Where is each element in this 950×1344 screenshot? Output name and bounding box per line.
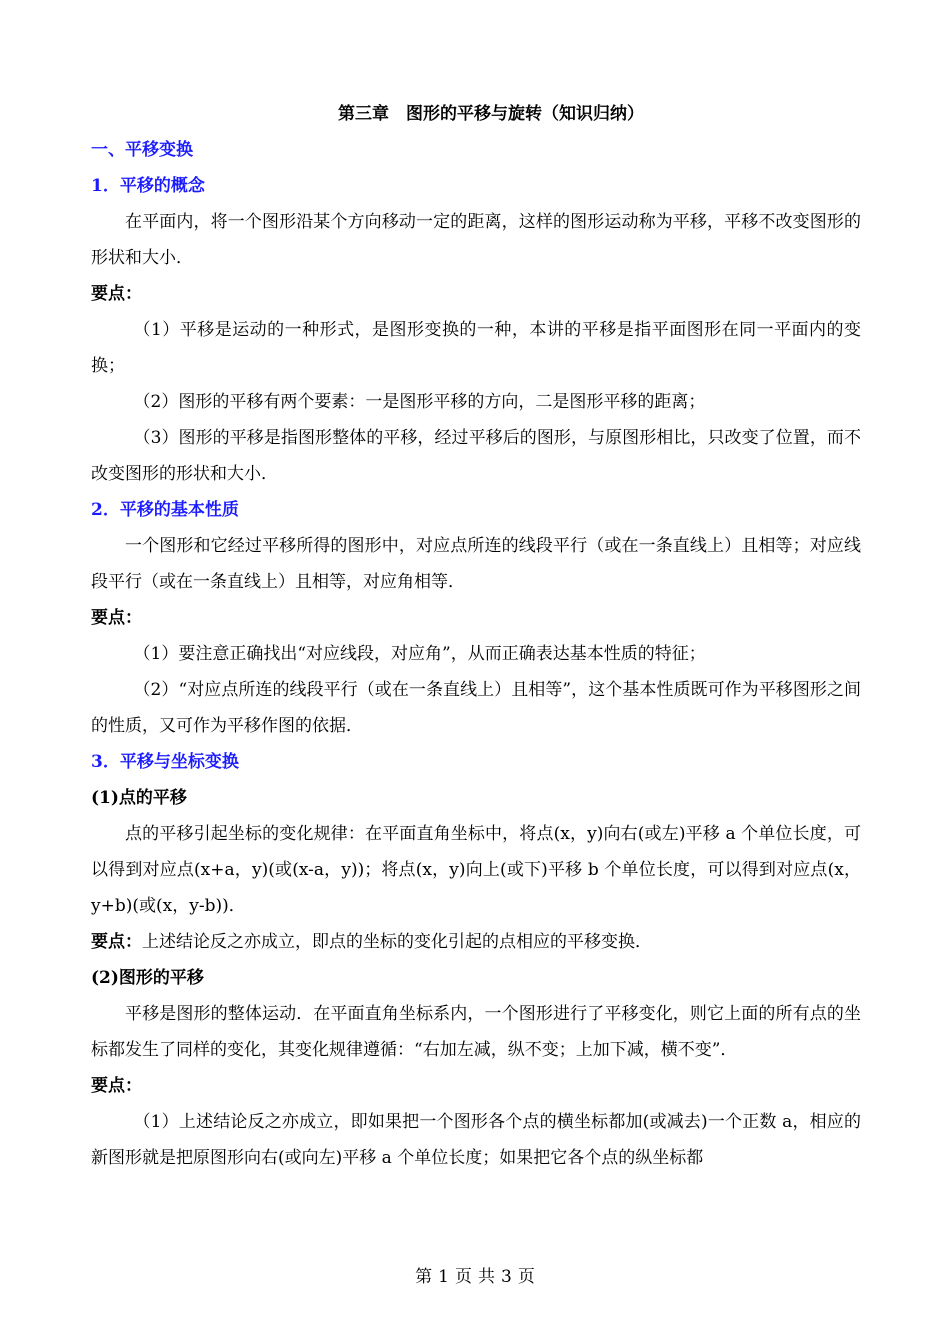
- document-title: 第三章 图形的平移与旋转（知识归纳）: [338, 104, 644, 124]
- footer-page-number: 1: [438, 1267, 449, 1287]
- paragraph-translation-properties: 一个图形和它经过平移所得的图形中，对应点所连的线段平行（或在一条直线上）且相等；对应线段平行（或在一条直线上）且相等，对应角相等．: [91, 536, 861, 592]
- part-heading-figure-translation: (2)图形的平移: [91, 968, 204, 988]
- paragraph-translation-concept: 在平面内，将一个图形沿某个方向移动一定的距离，这样的图形运动称为平移，平移不改变图形的形状和大小．: [91, 212, 861, 268]
- section-heading-translation: 一、平移变换: [91, 140, 193, 160]
- key-point-item: （1）平移是运动的一种形式，是图形变换的一种，本讲的平移是指平面图形在同一平面内的变换；: [91, 320, 861, 376]
- subheading-translation-concept: 1．平移的概念: [91, 176, 205, 196]
- paragraph-point-translation: 点的平移引起坐标的变化规律：在平面直角坐标中，将点(x，y)向右(或左)平移 a 个单位长度，可以得到对应点(x+a，y)(或(x-a，y))；将点(x，y)向上(或下)平移 b 个单位长度，可以得到对应点(x，y+b)(或(x，y-b))．: [91, 824, 861, 916]
- key-point-item: （2）图形的平移有两个要素：一是图形平移的方向，二是图形平移的距离；: [133, 392, 706, 412]
- key-points-label: 要点：: [91, 608, 142, 628]
- key-points-label: 要点：: [91, 932, 142, 952]
- key-point-text: 上述结论反之亦成立，即点的坐标的变化引起的点相应的平移变换．: [142, 932, 652, 952]
- key-point-item: （1）要注意正确找出“对应线段，对应角”，从而正确表达基本性质的特征；: [133, 644, 706, 664]
- key-points-label: 要点：: [91, 284, 142, 304]
- footer-total-number: 3: [501, 1267, 512, 1287]
- key-points-label: 要点：: [91, 1076, 142, 1096]
- footer-total-unit: 页: [517, 1267, 535, 1287]
- document-content: [91, 96, 861, 1176]
- key-point-item: （3）图形的平移是指图形整体的平移，经过平移后的图形，与原图形相比，只改变了位置，而不改变图形的形状和大小．: [91, 428, 861, 484]
- key-point-inline: [91, 924, 861, 960]
- footer-page-word: 第: [415, 1267, 433, 1287]
- page-footer: [0, 1262, 950, 1292]
- subheading-translation-coordinates: 3．平移与坐标变换: [91, 752, 239, 772]
- part-heading-point-translation: (1)点的平移: [91, 788, 187, 808]
- paragraph-figure-translation: 平移是图形的整体运动．在平面直角坐标系内，一个图形进行了平移变化，则它上面的所有点的坐标都发生了同样的变化，其变化规律遵循：“右加左减，纵不变；上加下减，横不变”．: [91, 1004, 861, 1060]
- key-point-item: （2）“对应点所连的线段平行（或在一条直线上）且相等”，这个基本性质既可作为平移图形之间的性质，又可作为平移作图的依据．: [91, 680, 861, 736]
- key-point-item: （1）上述结论反之亦成立，即如果把一个图形各个点的横坐标都加(或减去)一个正数 a，相应的新图形就是把原图形向右(或向左)平移 a 个单位长度；如果把它各个点的纵坐标都: [91, 1112, 861, 1168]
- footer-total-word: 共: [478, 1267, 495, 1287]
- subheading-translation-properties: 2．平移的基本性质: [91, 500, 239, 520]
- footer-page-unit: 页: [455, 1267, 472, 1287]
